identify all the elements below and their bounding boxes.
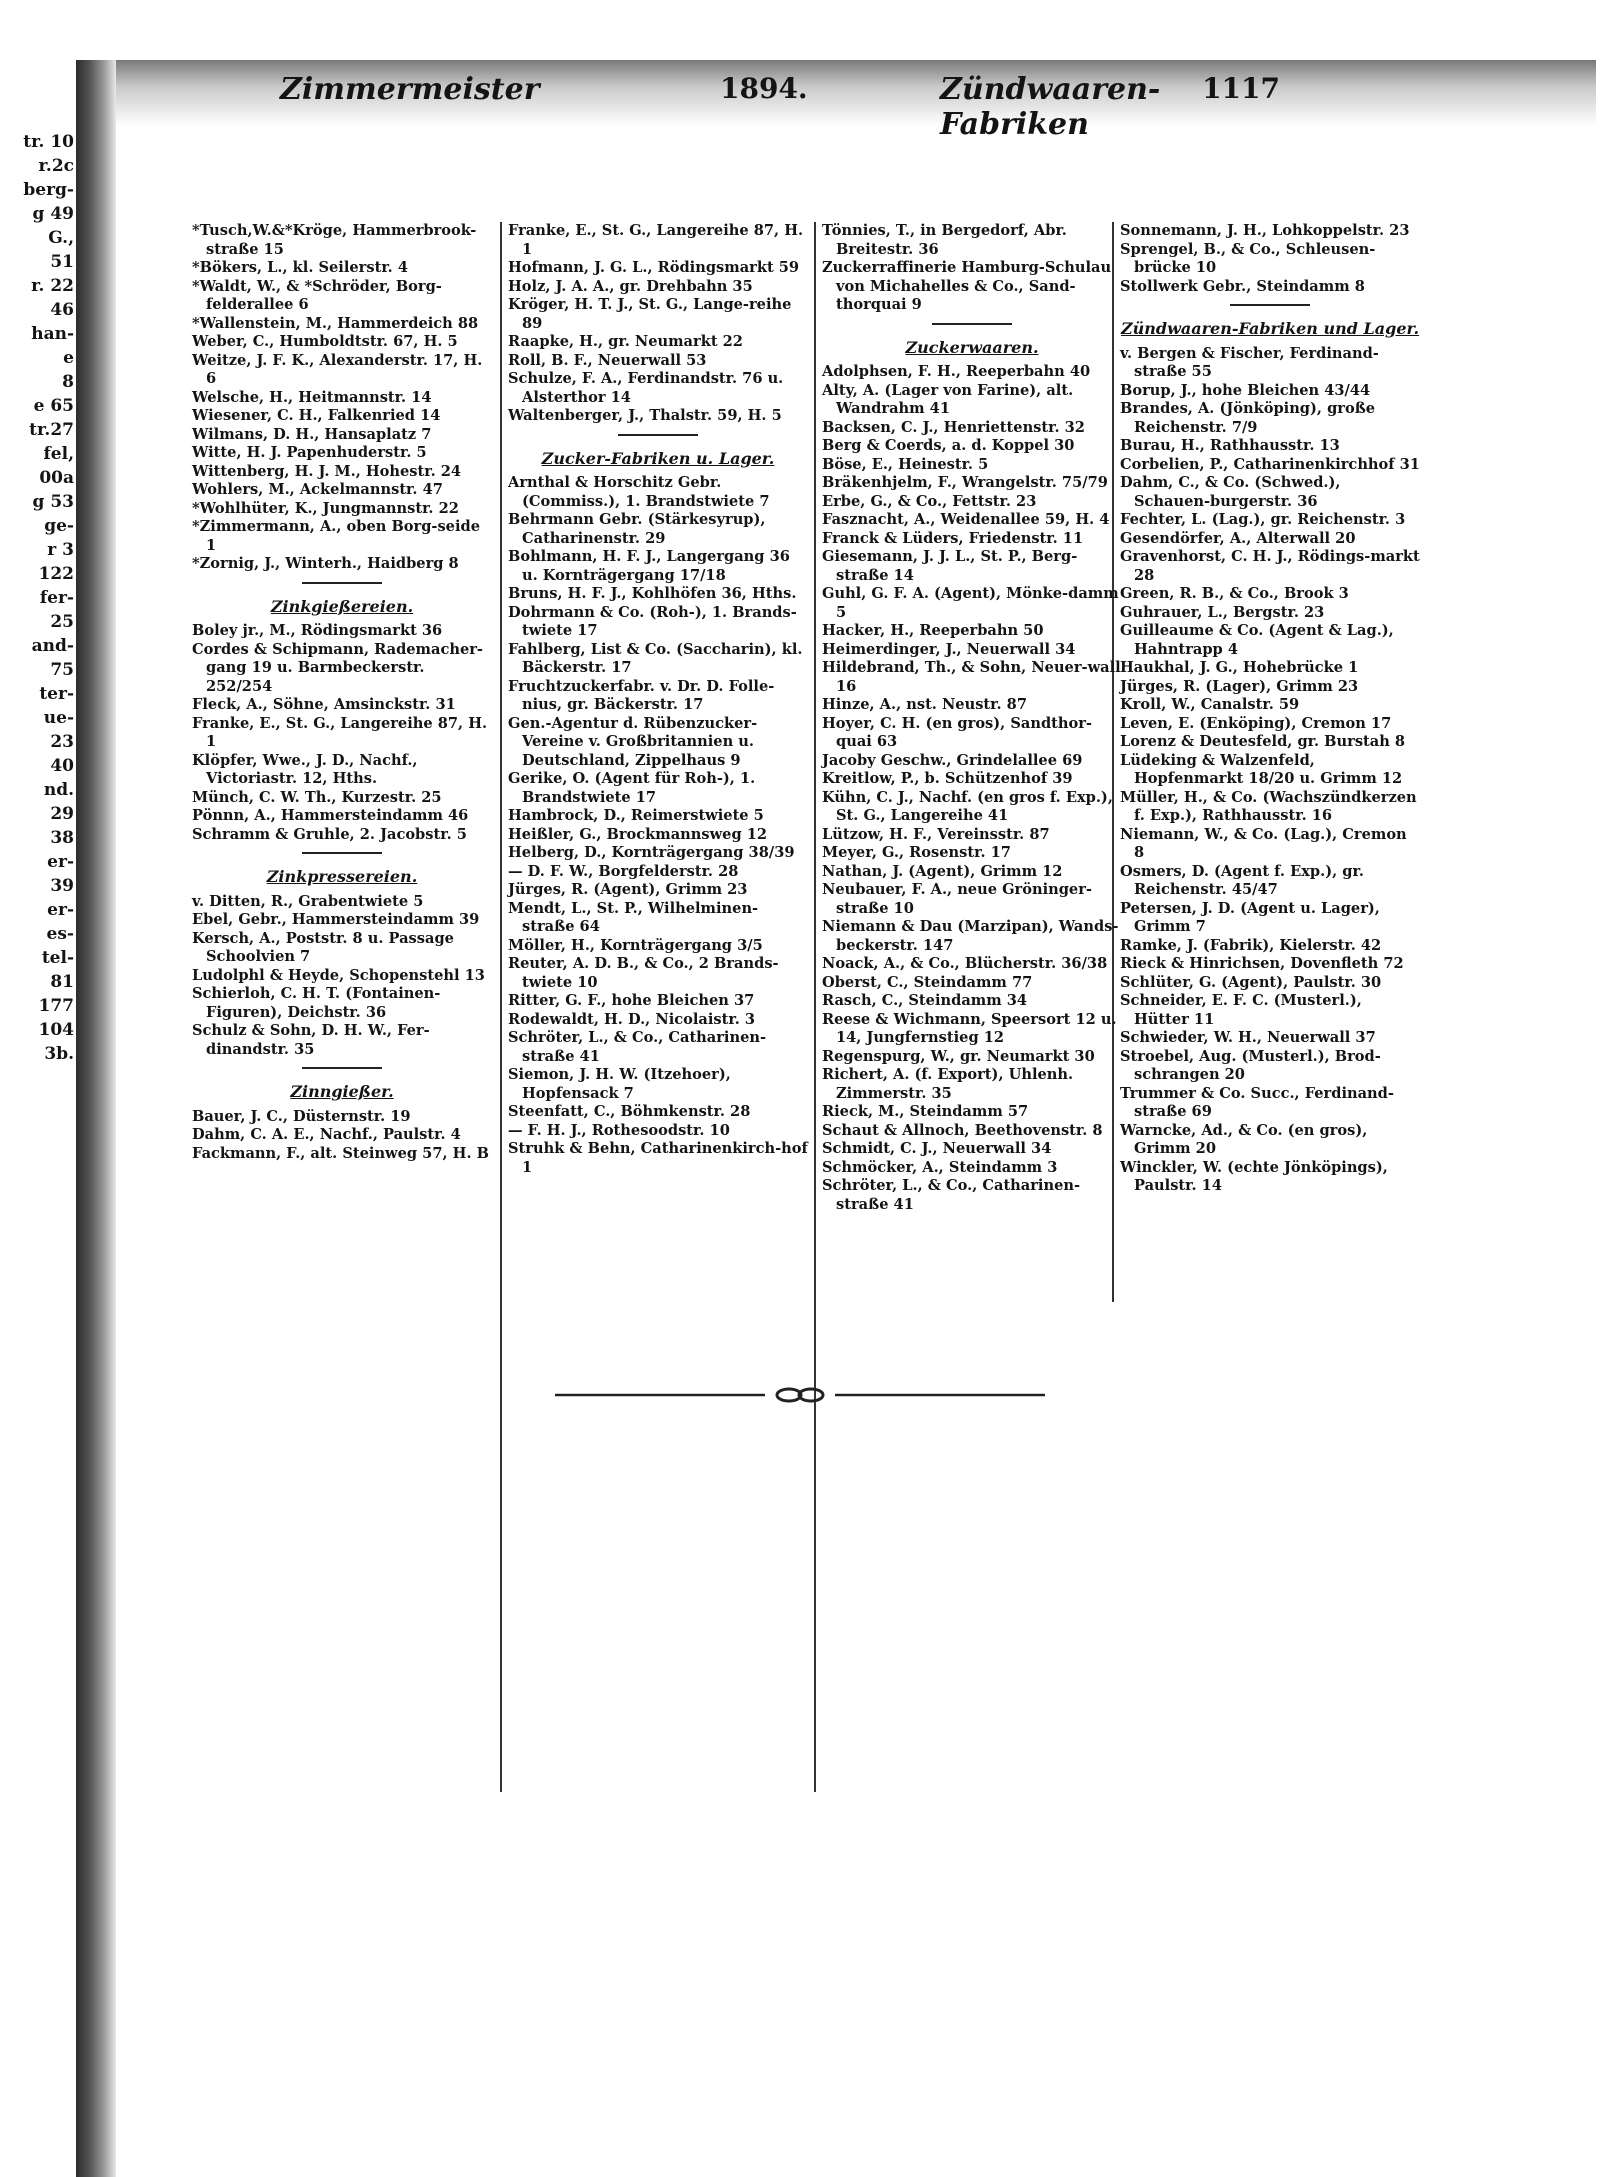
prev-page-fragment: han- xyxy=(31,324,74,344)
directory-entry: Fackmann, F., alt. Steinweg 57, H. B xyxy=(192,1144,489,1162)
prev-page-fragment: 39 xyxy=(50,876,74,896)
previous-page-fragment xyxy=(0,130,74,1830)
directory-entry: Wiesener, C. H., Falkenried 14 xyxy=(192,407,441,424)
directory-entry: Alty, A. (Lager von Farine), alt. Wandrahm 41 xyxy=(822,381,1074,417)
section-heading: Zündwaaren-Fabriken und Lager. xyxy=(1120,319,1420,338)
directory-entry: Raapke, H., gr. Neumarkt 22 xyxy=(508,333,743,350)
directory-entry: Fahlberg, List & Co. (Saccharin), kl. Bäckerstr. 17 xyxy=(508,640,803,676)
directory-entry: Holz, J. A. A., gr. Drehbahn 35 xyxy=(508,277,753,295)
directory-entry: Schneider, E. F. C. (Musterl.), Hütter 11 xyxy=(1120,992,1362,1028)
page-number: 1117 xyxy=(1202,72,1280,105)
column-2 xyxy=(508,222,808,1177)
prev-page-fragment: 81 xyxy=(50,972,74,992)
directory-entry: Borup, J., hohe Bleichen 43/44 xyxy=(1120,381,1371,399)
directory-entry: Brandes, A. (Jönköping), große Reichenstr. 7/9 xyxy=(1120,400,1376,436)
section-divider xyxy=(302,852,382,854)
header-right-title: Zündwaaren-Fabriken xyxy=(940,72,1161,142)
directory-entry: Helberg, D., Kornträgergang 38/39 xyxy=(508,844,795,861)
prev-page-fragment: 8 xyxy=(62,372,74,392)
directory-entry: Dohrmann & Co. (Roh-), 1. Brands-twiete 17 xyxy=(508,603,797,639)
prev-page-fragment: 177 xyxy=(38,996,74,1016)
prev-page-fragment: tr.27 xyxy=(29,420,74,440)
directory-entry: Weitze, J. F. K., Alexanderstr. 17, H. 6 xyxy=(192,351,483,387)
directory-entry: Kröger, H. T. J., St. G., Lange-reihe 89 xyxy=(508,296,792,332)
directory-entry: Franke, E., St. G., Langereihe 87, H. 1 xyxy=(508,222,804,258)
directory-entry: Heimerdinger, J., Neuerwall 34 xyxy=(822,640,1076,658)
directory-entry: Niemann & Dau (Marzipan), Wands-beckerstr. 147 xyxy=(822,918,1119,954)
directory-entry: *Zornig, J., Winterh., Haidberg 8 xyxy=(192,555,459,572)
directory-entry: Noack, A., & Co., Blücherstr. 36/38 xyxy=(822,955,1108,972)
directory-entry: Guilleaume & Co. (Agent & Lag.), Hahntrapp 4 xyxy=(1120,622,1394,658)
directory-entry: *Tusch,W.&*Kröge, Hammerbrook-straße 15 xyxy=(192,222,477,258)
header-left-title: Zimmermeister xyxy=(280,72,540,107)
prev-page-fragment: fer- xyxy=(39,588,74,608)
directory-entry: Behrmann Gebr. (Stärkesyrup), Catharinenstr. 29 xyxy=(508,511,766,547)
directory-entry: Gen.-Agentur d. Rübenzucker-Vereine v. Großbritannien u. Deutschland, Zippelhaus 9 xyxy=(508,714,758,769)
directory-entry: Schierloh, C. H. T. (Fontainen-Figuren), Deichstr. 36 xyxy=(192,985,441,1021)
prev-page-fragment: tel- xyxy=(41,948,74,968)
directory-entry: Schröter, L., & Co., Catharinen-straße 41 xyxy=(822,1177,1081,1213)
directory-entry: Green, R. B., & Co., Brook 3 xyxy=(1120,585,1349,602)
prev-page-fragment: 25 xyxy=(50,612,74,632)
prev-page-fragment: berg- xyxy=(23,180,74,200)
directory-entry: Hambrock, D., Reimerstwiete 5 xyxy=(508,807,764,824)
section-divider xyxy=(1230,304,1310,306)
directory-entry: Schulz & Sohn, D. H. W., Fer-dinandstr. 35 xyxy=(192,1022,430,1058)
directory-entry: Hildebrand, Th., & Sohn, Neuer-wall 16 xyxy=(822,659,1121,695)
header-year: 1894. xyxy=(720,72,808,105)
directory-entry: Fruchtzuckerfabr. v. Dr. D. Folle-nius, gr. Bäckerstr. 17 xyxy=(508,677,775,713)
section-divider xyxy=(932,323,1012,325)
directory-entry: Warncke, Ad., & Co. (en gros), Grimm 20 xyxy=(1120,1121,1368,1157)
prev-page-fragment: ge- xyxy=(44,516,74,536)
directory-entry: Fleck, A., Söhne, Amsinckstr. 31 xyxy=(192,696,456,713)
directory-entry: Rodewaldt, H. D., Nicolaistr. 3 xyxy=(508,1010,756,1028)
directory-entry: Dahm, C. A. E., Nachf., Paulstr. 4 xyxy=(192,1126,461,1143)
directory-entry: — F. H. J., Rothesoodstr. 10 xyxy=(508,1121,730,1139)
directory-entry: Corbelien, P., Catharinenkirchhof 31 xyxy=(1120,455,1420,473)
directory-entry: — D. F. W., Borgfelderstr. 28 xyxy=(508,862,739,880)
prev-page-fragment: 40 xyxy=(50,756,74,776)
directory-entry: Witte, H. J. Papenhuderstr. 5 xyxy=(192,444,427,461)
directory-entry: Schlüter, G. (Agent), Paulstr. 30 xyxy=(1120,973,1382,991)
directory-entry: Ritter, G. F., hohe Bleichen 37 xyxy=(508,992,755,1009)
directory-entry: Hinze, A., nst. Neustr. 87 xyxy=(822,696,1027,713)
directory-entry: Ramke, J. (Fabrik), Kielerstr. 42 xyxy=(1120,936,1382,954)
prev-page-fragment: 46 xyxy=(50,300,74,320)
directory-entry: Welsche, H., Heitmannstr. 14 xyxy=(192,388,432,406)
prev-page-fragment: 3b. xyxy=(44,1044,74,1064)
directory-entry: Lorenz & Deutesfeld, gr. Burstah 8 xyxy=(1120,733,1406,750)
directory-entry: Lüdeking & Walzenfeld, Hopfenmarkt 18/20 u. Grimm 12 xyxy=(1120,751,1403,787)
directory-entry: Rieck, M., Steindamm 57 xyxy=(822,1103,1029,1120)
prev-page-fragment: e xyxy=(63,348,74,368)
section-heading: Zinngießer. xyxy=(290,1082,394,1101)
directory-entry: *Bökers, L., kl. Seilerstr. 4 xyxy=(192,259,408,276)
directory-entry: *Wallenstein, M., Hammerdeich 88 xyxy=(192,314,479,332)
directory-entry: v. Ditten, R., Grabentwiete 5 xyxy=(192,892,424,910)
prev-page-fragment: 51 xyxy=(50,252,74,272)
directory-entry: Arnthal & Horschitz Gebr. (Commiss.), 1. Brandstwiete 7 xyxy=(508,474,770,510)
prev-page-fragment: g 49 xyxy=(32,204,74,224)
directory-entry: Guhrauer, L., Bergstr. 23 xyxy=(1120,603,1325,621)
prev-page-fragment: g 53 xyxy=(32,492,74,512)
section-divider xyxy=(302,1067,382,1069)
directory-entry: Möller, H., Kornträgergang 3/5 xyxy=(508,936,763,954)
bleed-through-text xyxy=(190,1120,1370,2000)
prev-page-fragment: 29 xyxy=(50,804,74,824)
directory-entry: Nathan, J. (Agent), Grimm 12 xyxy=(822,862,1063,880)
prev-page-fragment: er- xyxy=(47,900,74,920)
directory-entry: Wittenberg, H. J. M., Hohestr. 24 xyxy=(192,462,462,480)
directory-entry: Fechter, L. (Lag.), gr. Reichenstr. 3 xyxy=(1120,511,1406,528)
directory-entry: Roll, B. F., Neuerwall 53 xyxy=(508,351,707,369)
directory-entry: Schmöcker, A., Steindamm 3 xyxy=(822,1158,1058,1176)
column-3 xyxy=(822,222,1122,1214)
directory-entry: Meyer, G., Rosenstr. 17 xyxy=(822,844,1011,861)
directory-entry: Bräkenhjelm, F., Wrangelstr. 75/79 xyxy=(822,474,1108,491)
prev-page-fragment: r. 22 xyxy=(31,276,74,296)
prev-page-fragment: 104 xyxy=(38,1020,74,1040)
directory-entry: Winckler, W. (echte Jönköpings), Paulstr. 14 xyxy=(1120,1158,1388,1194)
prev-page-fragment: ue- xyxy=(43,708,74,728)
prev-page-fragment: r 3 xyxy=(47,540,74,560)
directory-entry: Berg & Coerds, a. d. Koppel 30 xyxy=(822,437,1075,454)
directory-entry: Bruns, H. F. J., Kohlhöfen 36, Hths. xyxy=(508,585,797,602)
directory-entry: Böse, E., Heinestr. 5 xyxy=(822,455,989,473)
prev-page-fragment: ter- xyxy=(39,684,74,704)
directory-entry: Adolphsen, F. H., Reeperbahn 40 xyxy=(822,363,1091,380)
directory-entry: Jacoby Geschw., Grindelallee 69 xyxy=(822,751,1083,769)
directory-entry: Bauer, J. C., Düsternstr. 19 xyxy=(192,1107,411,1125)
directory-entry: Weber, C., Humboldtstr. 67, H. 5 xyxy=(192,333,458,350)
directory-entry: Leven, E. (Enköping), Cremon 17 xyxy=(1120,714,1392,732)
directory-entry: Siemon, J. H. W. (Itzehoer), Hopfensack 7 xyxy=(508,1066,731,1102)
directory-entry: Franke, E., St. G., Langereihe 87, H. 1 xyxy=(192,714,488,750)
directory-entry: Kreitlow, P., b. Schützenhof 39 xyxy=(822,770,1073,787)
prev-page-fragment: er- xyxy=(47,852,74,872)
directory-entry: Mendt, L., St. P., Wilhelminen-straße 64 xyxy=(508,899,759,935)
prev-page-fragment: 75 xyxy=(50,660,74,680)
directory-entry: Jürges, R. (Lager), Grimm 23 xyxy=(1120,677,1359,695)
book-spine-shadow xyxy=(76,60,116,2177)
directory-entry: Rieck & Hinrichsen, Dovenfleth 72 xyxy=(1120,955,1404,972)
directory-entry: Heißler, G., Brockmannsweg 12 xyxy=(508,825,768,843)
directory-entry: Gravenhorst, C. H. J., Rödings-markt 28 xyxy=(1120,548,1420,584)
directory-entry: Klöpfer, Wwe., J. D., Nachf., Victoriastr. 12, Hths. xyxy=(192,751,418,787)
directory-entry: Hofmann, J. G. L., Rödingsmarkt 59 xyxy=(508,259,800,276)
directory-entry: Osmers, D. (Agent f. Exp.), gr. Reichenstr. 45/47 xyxy=(1120,862,1364,898)
directory-entry: Gesendörfer, A., Alterwall 20 xyxy=(1120,529,1356,547)
directory-entry: Regenspurg, W., gr. Neumarkt 30 xyxy=(822,1047,1095,1065)
directory-entry: Kroll, W., Canalstr. 59 xyxy=(1120,696,1300,713)
directory-entry: Tönnies, T., in Bergedorf, Abr. Breitestr. 36 xyxy=(822,222,1067,258)
directory-entry: Trummer & Co. Succ., Ferdinand-straße 69 xyxy=(1120,1084,1394,1120)
directory-entry: Lützow, H. F., Vereinsstr. 87 xyxy=(822,825,1050,843)
directory-entry: Münch, C. W. Th., Kurzestr. 25 xyxy=(192,788,442,806)
directory-entry: Schröter, L., & Co., Catharinen-straße 41 xyxy=(508,1029,767,1065)
prev-page-fragment: fel, xyxy=(43,444,74,464)
prev-page-fragment: 23 xyxy=(50,732,74,752)
directory-entry: Kühn, C. J., Nachf. (en gros f. Exp.), St. G., Langereihe 41 xyxy=(822,788,1113,824)
directory-entry: Boley jr., M., Rödingsmarkt 36 xyxy=(192,622,443,639)
directory-entry: Franck & Lüders, Friedenstr. 11 xyxy=(822,529,1084,547)
prev-page-fragment: nd. xyxy=(43,780,74,800)
prev-page-fragment: 38 xyxy=(50,828,74,848)
directory-entry: Hacker, H., Reeperbahn 50 xyxy=(822,622,1044,639)
prev-page-fragment: tr. 10 xyxy=(23,132,74,152)
directory-entry: Cordes & Schipmann, Rademacher-gang 19 u. Barmbeckerstr. 252/254 xyxy=(192,640,483,695)
directory-entry: *Zimmermann, A., oben Borg-seide 1 xyxy=(192,518,480,554)
section-divider xyxy=(618,434,698,436)
directory-entry: Gerike, O. (Agent für Roh-), 1. Brandstwiete 17 xyxy=(508,770,756,806)
directory-entry: Fasznacht, A., Weidenallee 59, H. 4 xyxy=(822,511,1110,528)
directory-entry: Petersen, J. D. (Agent u. Lager), Grimm 7 xyxy=(1120,899,1380,935)
directory-entry: Dahm, C., & Co. (Schwed.), Schauen-burgerstr. 36 xyxy=(1120,474,1341,510)
directory-entry: Kersch, A., Poststr. 8 u. Passage Schoolvien 7 xyxy=(192,929,454,965)
prev-page-fragment: r.2c xyxy=(38,156,74,176)
directory-entry: Giesemann, J. J. L., St. P., Berg-straße 14 xyxy=(822,548,1078,584)
directory-entry: Oberst, C., Steindamm 77 xyxy=(822,973,1033,991)
column-4 xyxy=(1120,222,1420,1196)
directory-entry: Reuter, A. D. B., & Co., 2 Brands-twiete 10 xyxy=(508,955,779,991)
directory-entry: Neubauer, F. A., neue Gröninger-straße 10 xyxy=(822,881,1092,917)
prev-page-fragment: es- xyxy=(46,924,74,944)
directory-entry: Rasch, C., Steindamm 34 xyxy=(822,992,1028,1009)
prev-page-fragment: e 65 xyxy=(33,396,74,416)
prev-page-fragment: and- xyxy=(31,636,74,656)
directory-entry: Erbe, G., & Co., Fettstr. 23 xyxy=(822,492,1037,510)
directory-entry: Wohlers, M., Ackelmannstr. 47 xyxy=(192,481,443,498)
directory-entry: Schmidt, C. J., Neuerwall 34 xyxy=(822,1140,1052,1157)
directory-entry: Stroebel, Aug. (Musterl.), Brod-schrangen 20 xyxy=(1120,1047,1381,1083)
directory-entry: Schaut & Allnoch, Beethovenstr. 8 xyxy=(822,1121,1103,1139)
page-header xyxy=(60,72,1280,142)
directory-entry: Pönnn, A., Hammersteindamm 46 xyxy=(192,807,469,824)
directory-entry: Burau, H., Rathhausstr. 13 xyxy=(1120,437,1340,454)
directory-entry: Richert, A. (f. Export), Uhlenh. Zimmerstr. 35 xyxy=(822,1066,1074,1102)
directory-entry: Guhl, G. F. A. (Agent), Mönke-damm 5 xyxy=(822,585,1119,621)
directory-entry: Schramm & Gruhle, 2. Jacobstr. 5 xyxy=(192,825,467,843)
directory-entry: Reese & Wichmann, Speersort 12 u. 14, Jungfernstieg 12 xyxy=(822,1010,1117,1046)
prev-page-fragment: 122 xyxy=(38,564,74,584)
directory-entry: Struhk & Behn, Catharinenkirch-hof 1 xyxy=(508,1140,808,1176)
directory-entry: Stollwerk Gebr., Steindamm 8 xyxy=(1120,277,1365,295)
directory-entry: Waltenberger, J., Thalstr. 59, H. 5 xyxy=(508,407,782,424)
directory-entry: Wilmans, D. H., Hansaplatz 7 xyxy=(192,425,432,443)
section-heading: Zucker-Fabriken u. Lager. xyxy=(541,448,775,468)
section-heading: Zinkgießereien. xyxy=(270,596,414,616)
directory-entry: Sonnemann, J. H., Lohkoppelstr. 23 xyxy=(1120,222,1410,239)
directory-entry: *Wohlhüter, K., Jungmannstr. 22 xyxy=(192,499,459,517)
directory-entry: Steenfatt, C., Böhmkenstr. 28 xyxy=(508,1103,751,1120)
section-heading: Zuckerwaaren. xyxy=(905,337,1039,357)
directory-entry: *Waldt, W., & *Schröder, Borg-felderallee 6 xyxy=(192,277,442,313)
directory-entry: Müller, H., & Co. (Wachszündkerzen f. Exp.), Rathhausstr. 16 xyxy=(1120,788,1417,824)
column-1 xyxy=(192,222,492,1163)
prev-page-fragment: 00a xyxy=(39,468,74,488)
directory-entry: v. Bergen & Fischer, Ferdinand-straße 55 xyxy=(1120,344,1379,380)
directory-entry: Sprengel, B., & Co., Schleusen-brücke 10 xyxy=(1120,240,1376,276)
directory-entry: Jürges, R. (Agent), Grimm 23 xyxy=(508,881,748,898)
directory-entry: Hoyer, C. H. (en gros), Sandthor-quai 63 xyxy=(822,714,1092,750)
prev-page-fragment: G., xyxy=(48,228,74,248)
directory-entry: Bohlmann, H. F. J., Langergang 36 u. Kornträgergang 17/18 xyxy=(508,548,790,584)
directory-entry: Schwieder, W. H., Neuerwall 37 xyxy=(1120,1029,1376,1046)
directory-entry: Ebel, Gebr., Hammersteindamm 39 xyxy=(192,911,480,928)
directory-entry: Backsen, C. J., Henriettenstr. 32 xyxy=(822,418,1085,436)
directory-entry: Haukhal, J. G., Hohebrücke 1 xyxy=(1120,659,1359,676)
directory-entry: Ludolphl & Heyde, Schopenstehl 13 xyxy=(192,966,485,984)
directory-entry: Zuckerraffinerie Hamburg-Schulau von Michahelles & Co., Sand-thorquai 9 xyxy=(822,259,1112,313)
directory-entry: Schulze, F. A., Ferdinandstr. 76 u. Alsterthor 14 xyxy=(508,370,784,406)
directory-entry: Niemann, W., & Co. (Lag.), Cremon 8 xyxy=(1120,825,1407,861)
section-divider xyxy=(302,582,382,584)
section-heading: Zinkpressereien. xyxy=(266,867,418,886)
